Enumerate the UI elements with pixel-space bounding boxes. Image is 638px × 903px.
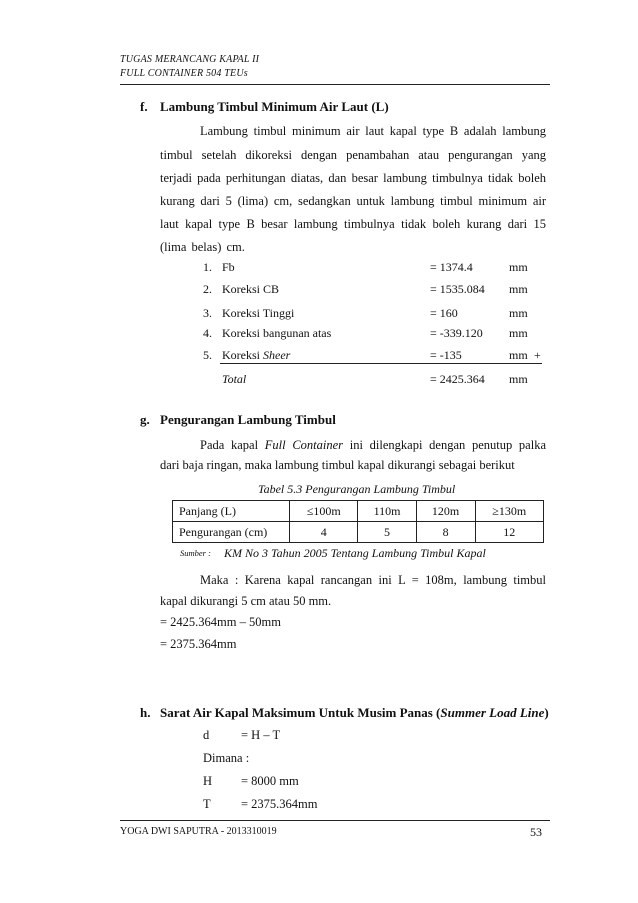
formula-left: T bbox=[203, 797, 211, 811]
total-value: = 2425.364 bbox=[430, 372, 485, 386]
section-f-para-line: Lambung timbul minimum air laut kapal type B adalah lambung bbox=[200, 124, 546, 138]
list-item-unit: mm bbox=[509, 282, 528, 296]
list-item-unit: mm bbox=[509, 260, 528, 274]
list-item-unit: mm bbox=[509, 306, 528, 320]
table-row bbox=[173, 501, 544, 522]
section-g-marker: g. bbox=[140, 412, 150, 427]
calc-line: = 2375.364mm bbox=[160, 637, 237, 651]
list-item-label: Koreksi CB bbox=[222, 282, 279, 296]
total-label: Total bbox=[222, 372, 247, 386]
formula-left: Dimana : bbox=[203, 751, 250, 765]
table-cell-label: Pengurangan (cm) bbox=[173, 522, 290, 543]
sum-rule bbox=[220, 363, 542, 364]
section-h-marker: h. bbox=[140, 705, 151, 720]
title-text: Sarat Air Kapal Maksimum Untuk Musim Panas ( bbox=[160, 705, 441, 720]
list-item-label-prefix: Koreksi bbox=[222, 348, 263, 362]
header-rule bbox=[120, 84, 550, 85]
list-item-label bbox=[222, 348, 290, 363]
para-italic: Full Container bbox=[264, 438, 344, 452]
section-g-para-line: dari baja ringan, maka lambung timbul kapal dikurangi sebagai berikut bbox=[160, 458, 515, 472]
list-item-label: Fb bbox=[222, 260, 235, 274]
section-f-marker: f. bbox=[140, 99, 148, 114]
section-f-para-line: timbul setelah dikoreksi dengan penambahan atau pengurangan yang bbox=[160, 148, 546, 162]
para-text: ini dilengkapi dengan penutup palka bbox=[343, 438, 546, 452]
sum-operator: + bbox=[534, 348, 541, 362]
section-f-para-line: terjadi pada perhitungan diatas, dan besar lambung timbulnya tidak boleh bbox=[160, 171, 546, 185]
table-cell-label: Panjang (L) bbox=[173, 501, 290, 522]
formula-left: d bbox=[203, 728, 210, 742]
table-cell: ≤100m bbox=[290, 501, 358, 522]
formula-right: = 8000 mm bbox=[241, 774, 299, 788]
table-cell: 12 bbox=[475, 522, 543, 543]
section-g-title: Pengurangan Lambung Timbul bbox=[160, 412, 336, 427]
source-text: KM No 3 Tahun 2005 Tentang Lambung Timbul Kapal bbox=[224, 546, 486, 560]
list-item-number: 3. bbox=[203, 306, 212, 320]
footer-rule bbox=[120, 820, 550, 821]
table-row bbox=[173, 522, 544, 543]
maka-line: kapal dikurangi 5 cm atau 50 mm. bbox=[160, 594, 332, 608]
header-subtitle: FULL CONTAINER 504 TEUs bbox=[120, 68, 248, 79]
table-cell: 120m bbox=[416, 501, 475, 522]
header-title: TUGAS MERANCANG KAPAL II bbox=[120, 54, 260, 65]
table-cell: 4 bbox=[290, 522, 358, 543]
list-item-label: Koreksi bangunan atas bbox=[222, 326, 332, 340]
section-f-para-line: laut kapal type B besar lambung timbulnya tidak boleh kurang dari 15 bbox=[160, 217, 546, 231]
total-unit: mm bbox=[509, 372, 528, 386]
list-item-value: = -339.120 bbox=[430, 326, 483, 340]
list-item-number: 1. bbox=[203, 260, 212, 274]
table-cell: 8 bbox=[416, 522, 475, 543]
list-item-value: = 1535.084 bbox=[430, 282, 485, 296]
list-item-label-italic: Sheer bbox=[263, 348, 291, 362]
section-g-para-line bbox=[200, 435, 546, 455]
section-h-title bbox=[160, 705, 549, 721]
list-item-value: = -135 bbox=[430, 348, 462, 362]
list-item-value: = 1374.4 bbox=[430, 260, 473, 274]
section-f-para-line: kurang dari 5 (lima) cm, sedangkan untuk lambung timbul minimum air bbox=[160, 194, 546, 208]
list-item-number: 5. bbox=[203, 348, 212, 362]
footer-author: YOGA DWI SAPUTRA - 2013310019 bbox=[120, 826, 277, 837]
list-item-number: 2. bbox=[203, 282, 212, 296]
source-label: Sumber : bbox=[180, 548, 211, 558]
table-cell: 110m bbox=[358, 501, 416, 522]
table-caption: Tabel 5.3 Pengurangan Lambung Timbul bbox=[258, 482, 456, 496]
formula-right: = H – T bbox=[241, 728, 281, 742]
section-f-title: Lambung Timbul Minimum Air Laut (L) bbox=[160, 99, 389, 114]
formula-right: = 2375.364mm bbox=[241, 797, 318, 811]
list-item-unit: mm bbox=[509, 326, 528, 340]
title-text: ) bbox=[544, 705, 549, 720]
list-item-label: Koreksi Tinggi bbox=[222, 306, 295, 320]
table-cell: ≥130m bbox=[475, 501, 543, 522]
section-f-para-line: (lima belas) cm. bbox=[160, 240, 245, 254]
list-item-value: = 160 bbox=[430, 306, 458, 320]
page-number: 53 bbox=[530, 825, 542, 839]
table-cell: 5 bbox=[358, 522, 416, 543]
para-text: Pada kapal bbox=[200, 438, 265, 452]
list-item-unit: mm bbox=[509, 348, 528, 362]
title-italic: Summer Load Line bbox=[440, 705, 545, 720]
reduction-table bbox=[172, 500, 544, 543]
maka-line: Maka : Karena kapal rancangan ini L = 108m, lambung timbul bbox=[200, 573, 546, 587]
list-item-number: 4. bbox=[203, 326, 212, 340]
formula-left: H bbox=[203, 774, 213, 788]
calc-line: = 2425.364mm – 50mm bbox=[160, 615, 281, 629]
